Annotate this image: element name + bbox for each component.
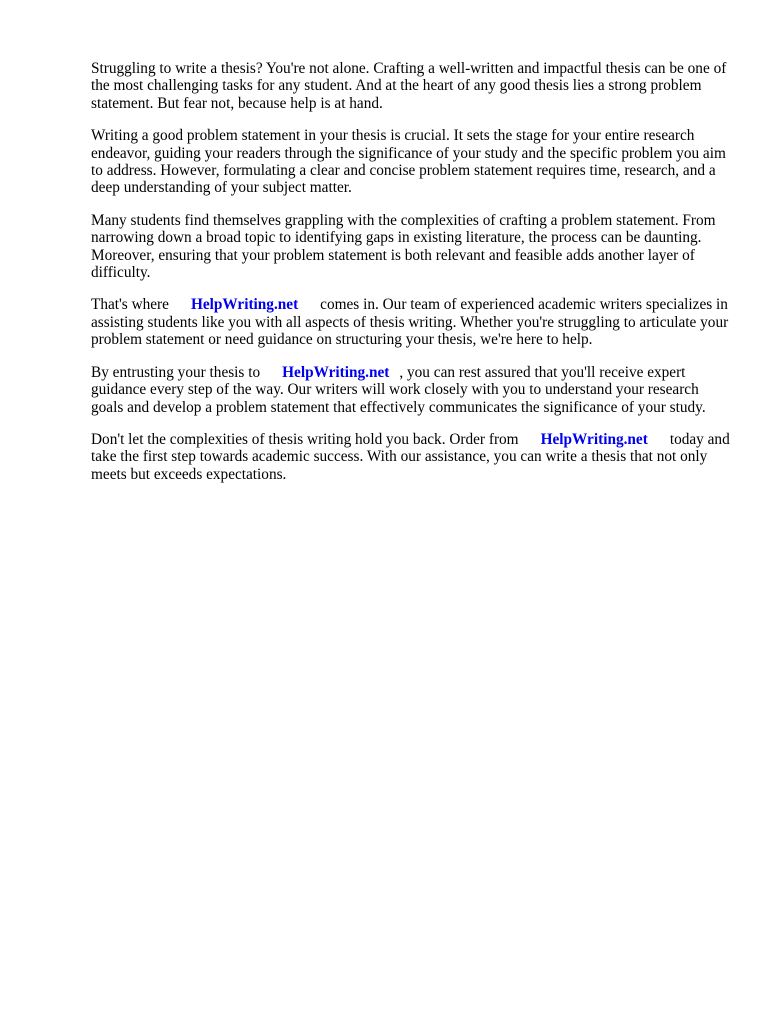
paragraph-text: That's where bbox=[91, 296, 169, 314]
paragraph-call-to-action bbox=[91, 431, 731, 483]
paragraph-intro: Struggling to write a thesis? You're not alone. Crafting a well-written and impactful thesis can be one of the most challenging tasks for any student. And at the heart of any good thesis lies a strong problem statement. But fear not, because help is at hand. bbox=[91, 60, 727, 112]
helpwriting-link[interactable]: HelpWriting.net bbox=[190, 296, 299, 314]
paragraph-importance: Writing a good problem statement in your thesis is crucial. It sets the stage for your entire research endeavor, guiding your readers through the significance of your study and the specific problem you aim to address. However, formulating a clear and concise problem statement requires time, research, and a deep understanding of your subject matter. bbox=[91, 127, 726, 197]
paragraph-text: By entrusting your thesis to bbox=[91, 363, 261, 381]
document-body bbox=[91, 60, 731, 498]
paragraph-text: , you can rest assured that you'll receive expert guidance every step of the way. Our writers will work closely with you to understand your research goals and develop a problem statement that effectively communicates the significance of your study. bbox=[91, 363, 706, 416]
paragraph-entrusting bbox=[91, 364, 731, 416]
paragraph-text: Don't let the complexities of thesis writing hold you back. Order from bbox=[91, 430, 519, 448]
paragraph-service-intro bbox=[91, 296, 731, 348]
helpwriting-link[interactable]: HelpWriting.net bbox=[540, 430, 648, 448]
paragraph-challenges: Many students find themselves grappling with the complexities of crafting a problem statement. From narrowing down a broad topic to identifying gaps in existing literature, the process can be daunting. Moreover, ensuring that your problem statement is both relevant and feasible adds another layer of difficulty. bbox=[91, 211, 716, 282]
paragraph-text: comes in. Our team of experienced academic writers specializes in assisting students like you with all aspects of thesis writing. Whether you're struggling to articulate your problem statement or need guidance on structuring your thesis, we're here to help. bbox=[91, 296, 729, 349]
paragraph-text: today and take the first step towards academic success. With our assistance, you can write a thesis that not only meets but exceeds expectations. bbox=[91, 430, 730, 483]
helpwriting-link[interactable]: HelpWriting.net bbox=[282, 363, 390, 381]
